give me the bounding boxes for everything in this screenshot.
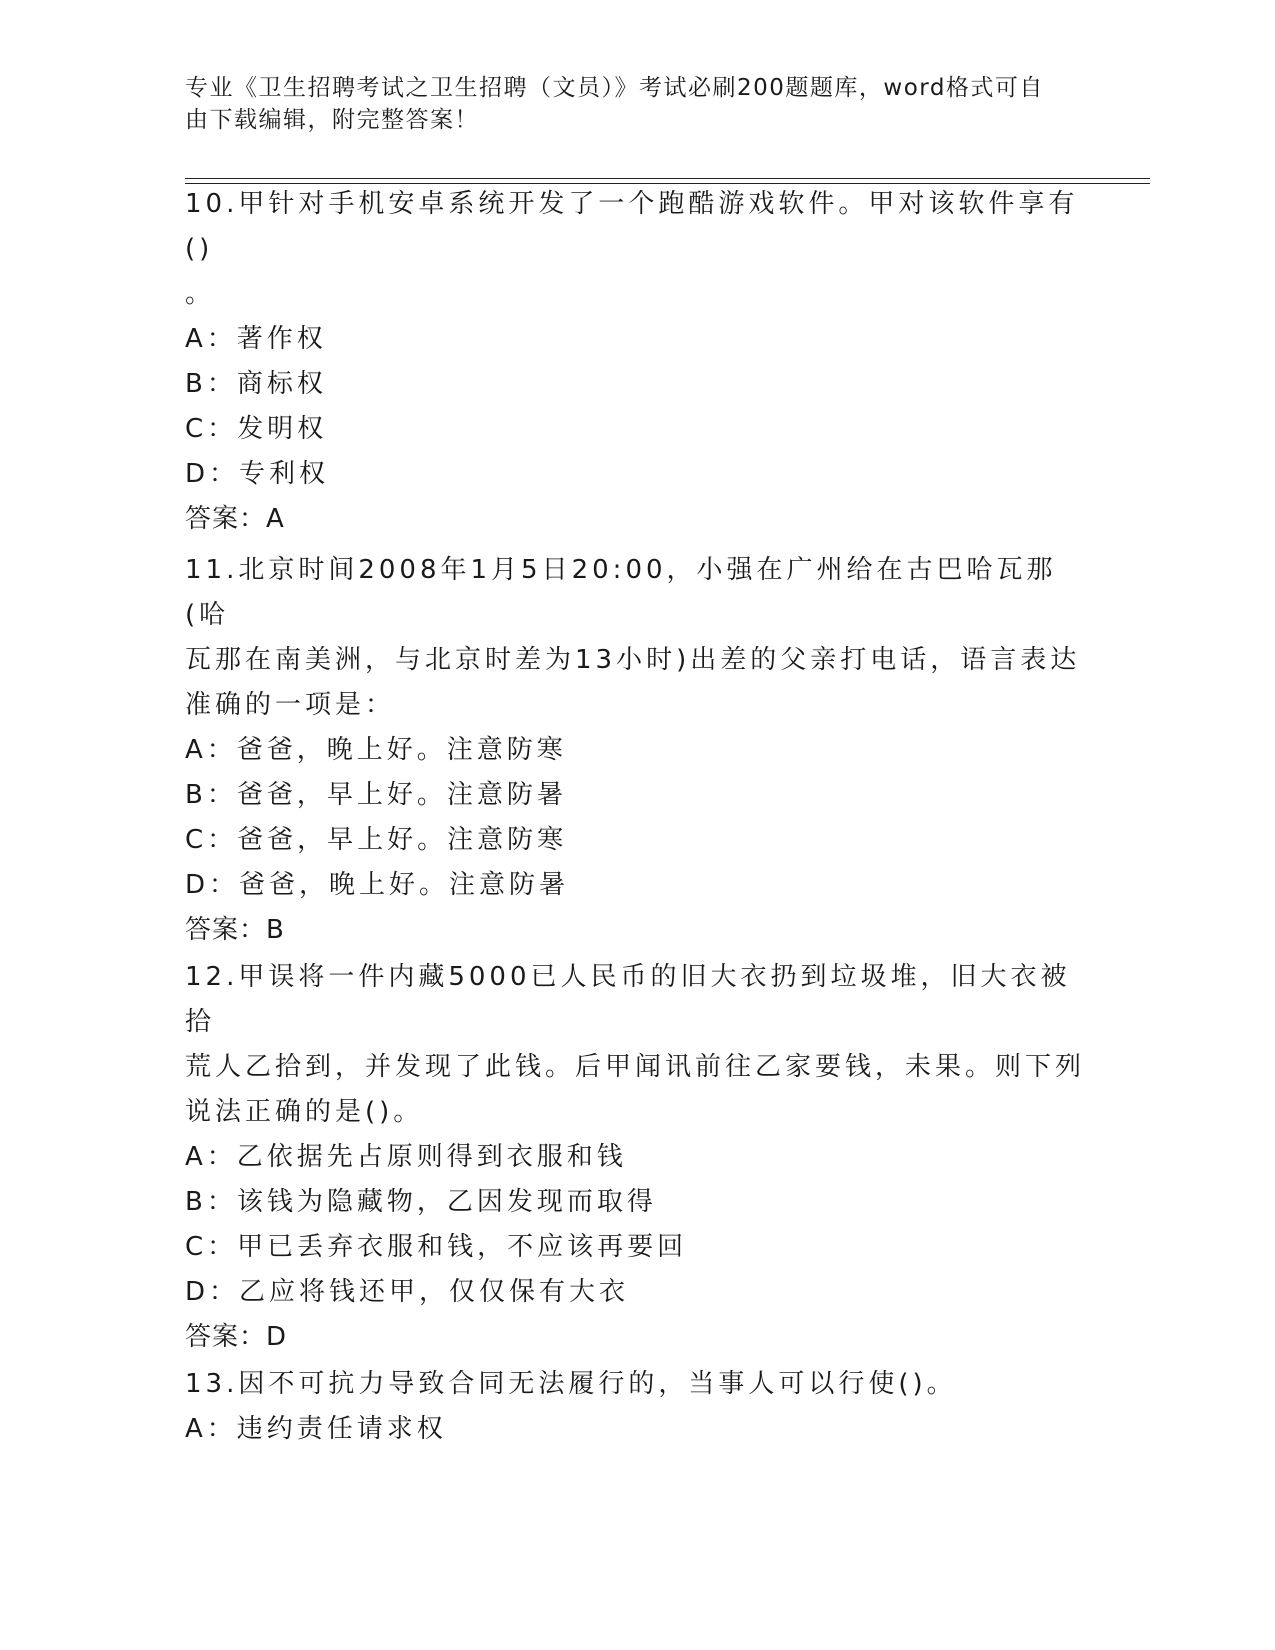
header-line-2: 由下载编辑，附完整答案！ [185,107,479,133]
question-11-option-a: A：爸爸，晚上好。注意防寒 [185,735,567,765]
question-13 [185,1362,1085,1452]
question-11-answer: 答案：B [185,915,285,945]
question-10-option-a: A：著作权 [185,324,327,354]
question-11-option-d: D：爸爸，晚上好。注意防暑 [185,870,570,900]
question-10-option-d: D：专利权 [185,459,330,489]
question-12-option-d: D：乙应将钱还甲，仅仅保有大衣 [185,1277,630,1307]
question-13-stem-line-1: 13.因不可抗力导致合同无法履行的，当事人可以行使()。 [185,1369,957,1399]
question-10-option-b: B：商标权 [185,369,327,399]
question-10-stem-line-1: 10.甲针对手机安卓系统开发了一个跑酷游戏软件。甲对该软件享有() [185,189,1079,264]
question-12-stem-line-2: 荒人乙拾到，并发现了此钱。后甲闻讯前往乙家要钱，未果。则下列 [185,1052,1086,1082]
question-13-option-a: A：违约责任请求权 [185,1414,447,1444]
question-10 [185,182,1085,542]
header-divider-top [185,178,1150,179]
question-11-stem-line-2: 瓦那在南美洲，与北京时差为13小时)出差的父亲打电话，语言表达 [185,645,1081,675]
question-11-stem-line-3: 准确的一项是： [185,690,396,720]
question-11-stem-line-1: 11.北京时间2008年1月5日20:00，小强在广州给在古巴哈瓦那(哈 [185,555,1057,630]
question-11-option-c: C：爸爸，早上好。注意防寒 [185,825,568,855]
question-10-option-c: C：发明权 [185,414,328,444]
question-12-answer: 答案：D [185,1322,288,1352]
header-line-1: 专业《卫生招聘考试之卫生招聘（文员）》考试必刷200题题库，word格式可自 [185,75,1044,101]
question-11-option-b: B：爸爸，早上好。注意防暑 [185,780,567,810]
question-10-answer: 答案：A [185,504,285,534]
question-12-option-b: B：该钱为隐藏物，乙因发现而取得 [185,1187,657,1217]
question-12-stem-line-1: 12.甲误将一件内藏5000已人民币的旧大衣扔到垃圾堆，旧大衣被拾 [185,962,1071,1037]
question-12-stem-line-3: 说法正确的是()。 [185,1097,424,1127]
question-12-option-c: C：甲已丢弃衣服和钱，不应该再要回 [185,1232,688,1262]
question-11 [185,548,1085,953]
question-12 [185,955,1085,1360]
document-header [185,72,1085,136]
question-10-stem-line-2: 。 [185,279,216,309]
question-12-option-a: A：乙依据先占原则得到衣服和钱 [185,1142,627,1172]
